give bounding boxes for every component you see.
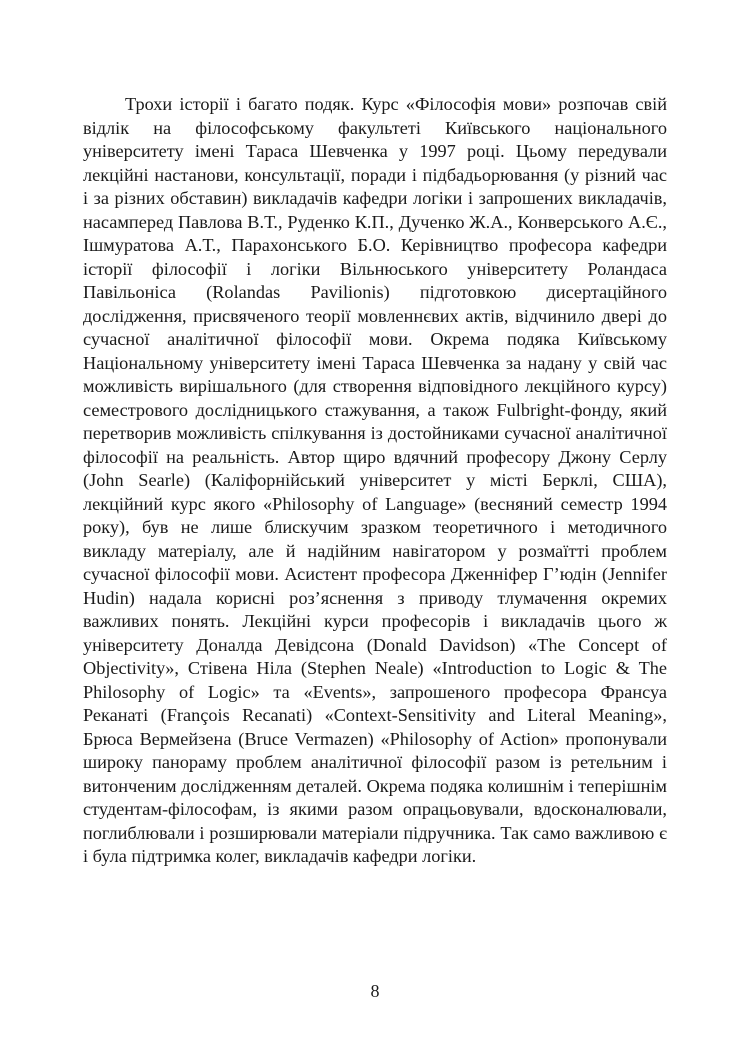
page-number: 8 <box>370 981 380 1001</box>
body-paragraph: Трохи історії і багато подяк. Курс «Філософія мови» розпочав свій відлік на філософському факультеті Київського національного університету імені Тараса Шевченка у 1997 році. Цьому передували лекційні настанови, консультації, поради і підбадьорювання (у різний час і за різних обставин) викладачів кафедри логіки і запрошених викладачів, насамперед Павлова В.Т., Руденко К.П., Дученко Ж.А., Конверського А.Є., Ішмуратова А.Т., Парахонського Б.О. Керівництво професора кафедри історії філософії і логіки Вільнюського університету Роландаса Павільоніса (Rolandas Pavilionis) підготовкою дисертаційного дослідження, присвяченого теорії мовленнєвих актів, відчинило двері до сучасної аналітичної філософії мови. Окрема подяка Київському Національному університету імені Тараса Шевченка за надану у свій час можливість вирішального (для створення відповідного лекційного курсу) семестрового дослідницького стажування, а також Fulbright-фонду, який перетворив можливість спілкування із достойниками сучасної аналітичної філософії на реальність. Автор щиро вдячний професору Джону Серлу (John Searle) (Каліфорнійський університет у місті Берклі, США), лекційний курс якого «Philosophy of Language» (весняний семестр 1994 року), був не лише блискучим зразком теоретичного і методичного викладу матеріалу, але й надійним навігатором у розмаїтті проблем сучасної філософії мови. Асистент професора Дженніфер Г’юдін (Jennifer Hudin) надала корисні роз’яснення з приводу тлумачення окремих важливих понять. Лекційні курси професорів і викладачів цього ж університету Доналда Девідсона (Donald Davidson) «The Concept of Objectivity», Стівена Ніла (Stephen Neale) «Introduction to Logic & The Philosophy of Logic» та «Events», запрошеного професора Франсуа Реканаті (François Recanati) «Context-Sensitivity and Literal Meaning», Брюса Вермейзена (Bruce Vermazen) «Philosophy of Action» пропонували широку панораму проблем аналітичної філософії разом із ретельним і витонченим дослідженням деталей. Окрема подяка колишнім і теперішнім студентам-філософам, із якими разом опрацьовували, вдосконалювали, поглиблювали і розширювали матеріали підручника. Так само важливою є і була підтримка колег, викладачів кафедри логіки. <box>83 94 667 866</box>
